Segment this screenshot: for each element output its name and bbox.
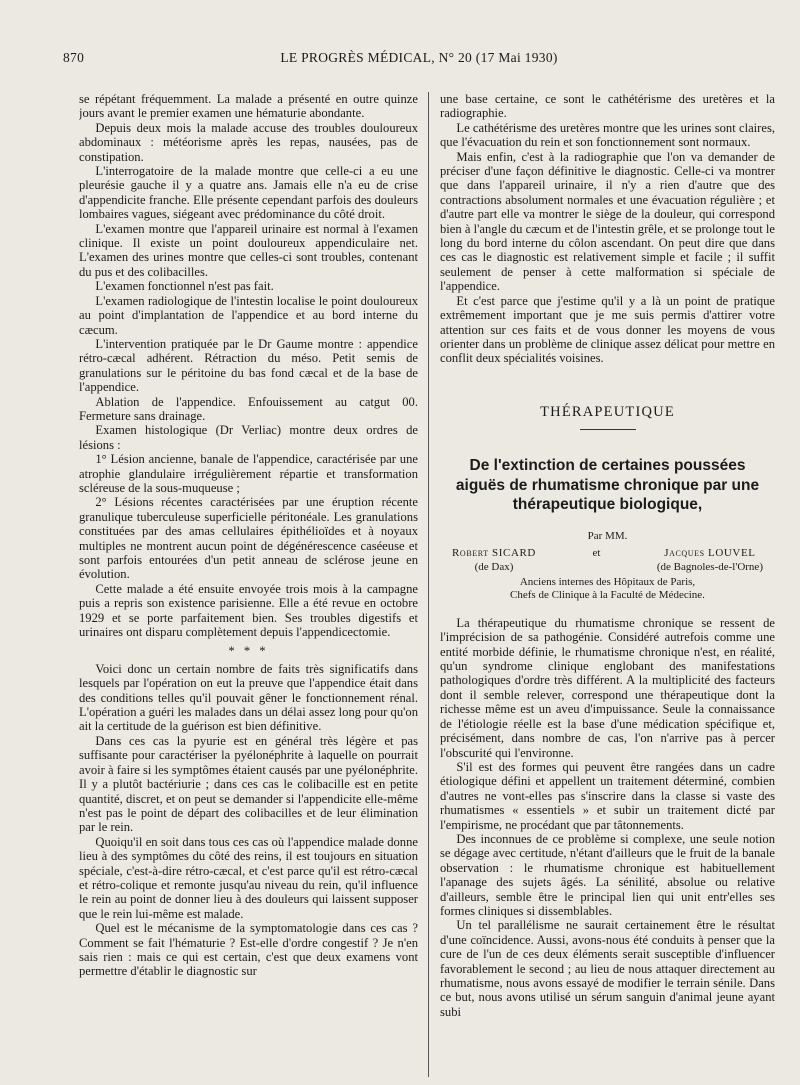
article-title: De l'extinction de certaines poussées aiguës de rhumatisme chronique par une thérapeutique biologique, <box>455 457 760 514</box>
paragraph: Ablation de l'appendice. Enfouissement au catgut 00. Fermeture sans drainage. <box>79 394 418 423</box>
paragraph: L'interrogatoire de la malade montre que celle-ci a eu une pleurésie gauche il y a quatre ans. Jamais elle n'a eu de crise d'appendicite franche. Elle présente cependant parfois des douleurs lombaires vagues, siégeant avec prédominance du côté droit. <box>79 164 418 222</box>
author-name: Jacques LOUVEL <box>664 547 756 560</box>
section-title: THÉRAPEUTIQUE <box>540 403 675 420</box>
paragraph: Des inconnues de ce problème si complexe, une seule notion se dégage avec certitude, n'étant d'ailleurs que le fruit de la banale observation : le rhumatisme chronique est habituellement l'apanage des sujets âgés. La sénilité, absolue ou relative d'ailleurs, semble être le principal lien qui unit entr'elles ses formes cliniques si dissemblables. <box>440 831 775 918</box>
affiliation: Anciens internes des Hôpitaux de Paris, <box>519 575 696 588</box>
paragraph: L'examen montre que l'appareil urinaire est normal à l'examen clinique. Il existe un point douloureux appendiculaire net. L'examen des urines montre que celles-ci sont troubles, contenant du pus et des colibacilles. <box>79 221 418 279</box>
author-1 <box>452 546 536 575</box>
paragraph: Mais enfin, c'est à la radiographie que l'on va demander de préciser d'une façon définitive le diagnostic. Celle-ci va montrer que dans l'appareil urinaire, il n'y a rien d'autre que des contractions absolument normales et une évacuation régulière ; et d'autre part elle va montrer le siège de la douleur, qui correspond bien à l'angle du cæcum et de l'intestin grêle, et se prolonge tout le long du bord interne du côlon ascendant. On peut dire que dans ces cas le diagnostic est relativement simple et facile ; il suffit seulement de penser à cette malformation si spéciale de l'appendice. <box>440 149 775 294</box>
author-place: (de Bagnoles-de-l'Orne) <box>656 561 763 574</box>
author-2 <box>657 546 763 575</box>
right-column <box>440 92 775 1077</box>
author-place: (de Dax) <box>474 561 514 574</box>
paragraph: Depuis deux mois la malade accuse des troubles douloureux abdominaux : météorisme après les repas, nausées, pas de constipation. <box>79 120 418 164</box>
paragraph: 1° Lésion ancienne, banale de l'appendice, caractérisée par une atrophie glandulaire irrégulièrement répartie et transformation scléreuse de la sous-muqueuse ; <box>79 452 418 495</box>
paragraph: Un tel parallélisme ne saurait certainement être le résultat d'une coïncidence. Aussi, avons-nous été conduits à penser que la cure de l'un de ces deux éléments serait susceptible d'influencer favorablement le second ; au lieu de nous attaquer directement au rhumatisme, nous avons essayé de modifier le terrain sénile. Dans ce but, nous avons utilisé un sérum sanguin d'animal jeune ayant subi <box>440 918 775 1019</box>
paragraph: S'il est des formes qui peuvent être rangées dans un cadre étiologique défini et appellent un traitement déterminé, combien d'autres ne vont-elles pas s'inscrire dans la classe si vaste des rhumatismes « essentiels » et subir un traitement dicté par l'empirisme, ne procédant que par tâtonnements. <box>440 759 775 832</box>
paragraph: Cette malade a été ensuite envoyée trois mois à la campagne puis a repris son existence parisienne. Elle a été revue en octobre 1929 et se porte parfaitement bien. Ses troubles digestifs et urinaires ont disparu complètement depuis l'appendicectomie. <box>79 581 418 640</box>
paragraph: Dans ces cas la pyurie est en général très légère et pas suffisante pour caractériser la pyélonéphrite à laquelle on pourrait avoir à faire si les symptômes étaient causés par une pyélonéphrite. Il y a plutôt bactériurie ; dans ces cas le colibacille est en petite quantité, discret, et on peut se demander si l'appendicite elle-même n'est pas le point de départ des colibacilles et de leur élimination par le rein. <box>79 733 418 835</box>
paragraph: une base certaine, ce sont le cathétérisme des uretères et la radiographie. <box>440 92 775 121</box>
paragraph: L'examen radiologique de l'intestin localise le point douloureux au point d'implantation de l'appendice et au bord interne du cæcum. <box>79 293 418 337</box>
paragraph: Quoiqu'il en soit dans tous ces cas où l'appendice malade donne lieu à des symptômes du côté des reins, il est toujours en situation spéciale, c'est-à-dire rétro-cæcal, et c'est parce qu'il est rétro-cæcal et rétro-colique et remonte jusqu'au niveau du rein, qu'il influence le rein au point de donner lieu à des douleurs qui laissent supposer que le rein lui-même est malade. <box>79 834 418 921</box>
journal-title: LE PROGRÈS MÉDICAL, N° 20 (17 Mai 1930) <box>280 50 558 65</box>
asterism-separator: * * * <box>228 644 269 659</box>
column-divider <box>428 92 429 1077</box>
paragraph: se répétant fréquemment. La malade a présenté en outre quinze jours avant le premier examen une hématurie abondante. <box>79 92 418 121</box>
page-number: 870 <box>63 50 85 65</box>
running-header <box>63 50 775 70</box>
paragraph: 2° Lésions récentes caractérisées par une éruption récente granulique tuberculeuse superficielle péritonéale. Les granulations constituées par des amas cellulaires épithélioïdes et à noyaux multiples ne montrent aucun point de dégénérescence caséeuse et sont parfois entourées d'un petit anneau de sclérose jeune en évolution. <box>79 495 418 582</box>
paragraph: Et c'est parce que j'estime qu'il y a là un point de pratique extrêmement important que je me suis permis d'attirer votre attention sur ces faits et de vous donner les moyens de vous orienter dans un problème de clinique assez délicat pour mettre en conflit deux spécialités voisines. <box>440 293 775 366</box>
left-column <box>79 92 418 1077</box>
paragraph: L'intervention pratiquée par le Dr Gaume montre : appendice rétro-cæcal adhérent. Rétraction du méso. Petit semis de granulations sur le péritoine du bas fond cæcal et de la base de l'appendice. <box>79 336 418 395</box>
paragraph: Examen histologique (Dr Verliac) montre deux ordres de lésions : <box>79 423 418 452</box>
paragraph: Le cathétérisme des uretères montre que les urines sont claires, que l'évacuation du rein et son fonctionnement sont normaux. <box>440 120 775 150</box>
author-name: Robert SICARD <box>452 547 536 560</box>
affiliation: Chefs de Clinique à la Faculté de Médecine. <box>510 588 705 601</box>
paragraph: L'examen fonctionnel n'est pas fait. <box>95 279 274 294</box>
byline: Par MM. <box>587 529 628 542</box>
paragraph: Quel est le mécanisme de la symptomatologie dans ces cas ? Comment se fait l'hématurie ? Est-elle d'ordre congestif ? Je n'en sais rien : mais ce qui est certain, c'est que deux examens vont permettre d'établir le diagnostic sur <box>79 921 418 979</box>
paragraph: La thérapeutique du rhumatisme chronique se ressent de l'imprécision de sa pathogénie. Considéré autrefois comme une entité morbide définie, le rhumatisme chronique n'est, en réalité, qu'un syndrome clinique englobant des manifestations pathologiques d'ordre très différent. A la multiplicité des facteurs dont il semble relever, correspond une thérapeutique dont la richesse même est un aveu d'impuissance. Seule la connaissance de l'étiologie réelle est la base d'une médication spécifique et, précisément, dans nombre de cas, l'on n'arrive pas à percer l'obscurité qui l'environne. <box>440 615 775 760</box>
section-rule <box>580 429 636 430</box>
paragraph: Voici donc un certain nombre de faits très significatifs dans lesquels par l'opération on eut la preuve que l'appendice était dans des conditions telles qu'il pouvait gêner le fonctionnement rénal. L'opération a guéri les malades dans un délai assez long pour qu'on ait la certitude de la guérison est bien définitive. <box>79 661 418 734</box>
author-list <box>440 546 775 575</box>
author-conjunction: et <box>592 547 601 560</box>
